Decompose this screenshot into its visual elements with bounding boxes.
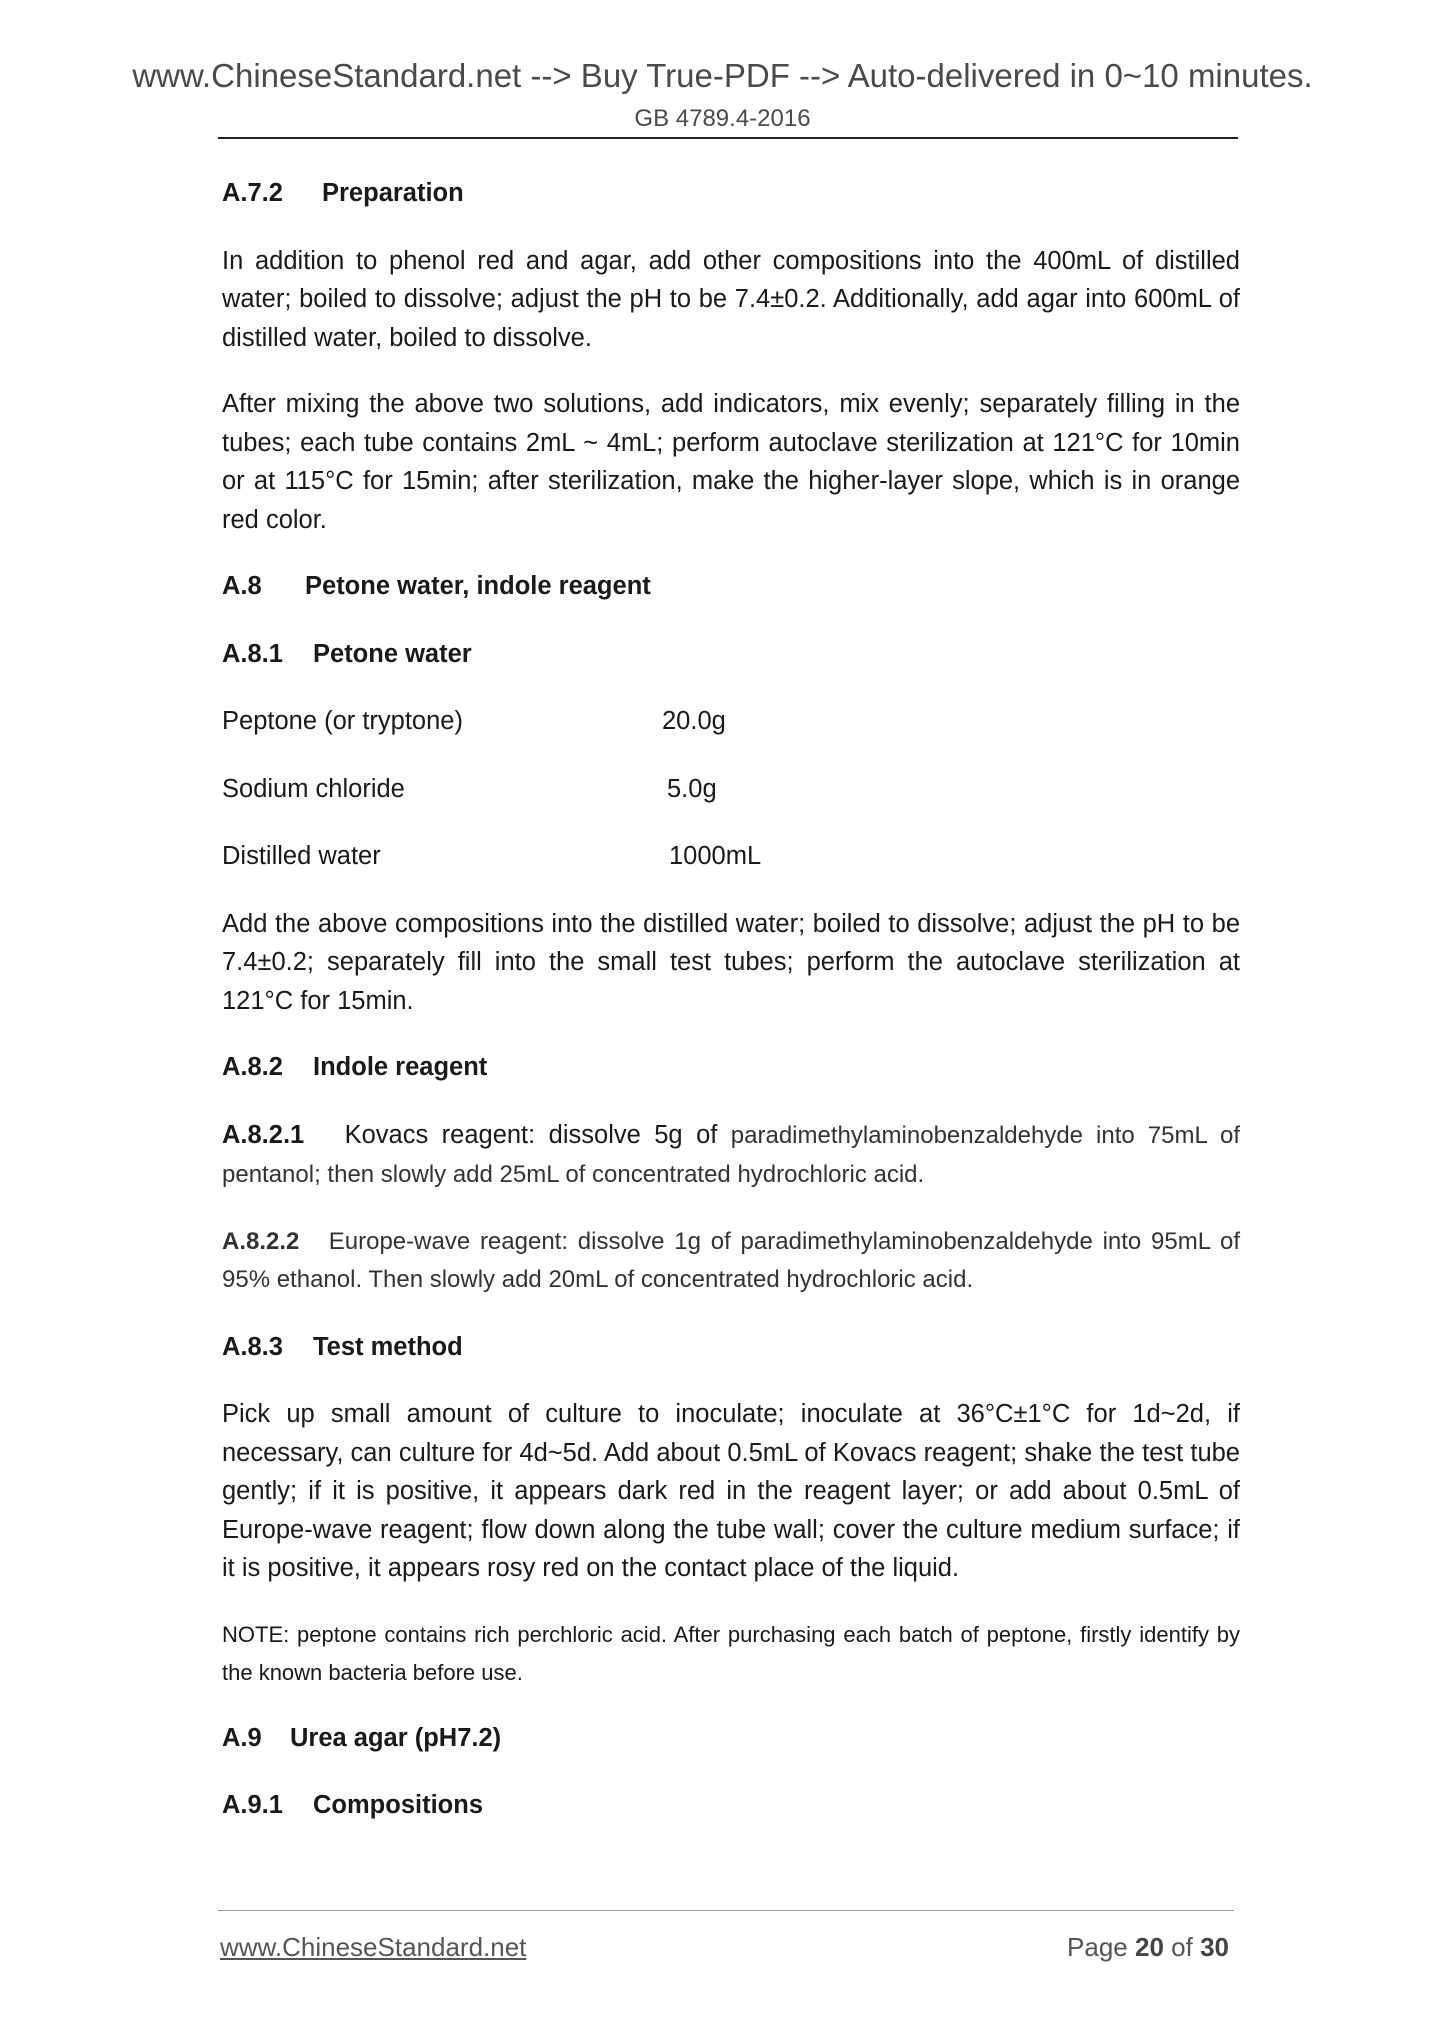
page-separator: of	[1171, 1932, 1193, 1962]
section-title: Compositions	[313, 1791, 483, 1819]
section-number: A.8.1	[222, 639, 283, 668]
footer-site-link[interactable]: www.ChineseStandard.net	[220, 1932, 527, 1962]
clause-a821	[222, 1116, 1240, 1195]
composition-name: Peptone (or tryptone)	[222, 707, 463, 735]
clause-text: paradimethylaminobenzaldehyde into 75mL of pentanol; then slowly add 25mL of concentrated hydrochloric acid.	[222, 1121, 1240, 1188]
section-heading-a82	[222, 1048, 1240, 1087]
section-number: A.7.2	[222, 179, 283, 207]
section-title: Indole reagent	[313, 1053, 488, 1081]
section-heading-a8	[222, 567, 1240, 606]
paragraph: Add the above compositions into the distilled water; boiled to dissolve; adjust the pH to be 7.4±0.2; separately fill into the small test tubes; perform the autoclave sterilization at 121°C for 15min.	[222, 909, 1240, 1015]
section-number: A.9.1	[222, 1791, 283, 1819]
section-heading-a83	[222, 1328, 1240, 1367]
composition-row	[222, 770, 1240, 809]
section-title: Petone water	[313, 639, 472, 668]
header-divider	[218, 137, 1238, 139]
clause-text: Europe-wave reagent: dissolve 1g of paradimethylaminobenzaldehyde into 95mL of 95% ethanol. Then slowly add 20mL of concentrated hydrochloric acid.	[222, 1227, 1240, 1293]
clause-lead: Kovacs reagent: dissolve 5g of	[344, 1120, 718, 1149]
composition-row	[222, 837, 1240, 876]
section-heading-a81	[222, 635, 1240, 674]
clause-number: A.8.2.1	[222, 1120, 305, 1149]
section-number: A.9	[222, 1723, 262, 1752]
composition-value: 20.0g	[662, 707, 726, 735]
document-number: GB 4789.4-2016	[634, 105, 811, 132]
section-title: Preparation	[322, 179, 464, 207]
page-content	[222, 174, 1240, 1854]
page-total: 30	[1200, 1932, 1229, 1962]
paragraph: Pick up small amount of culture to inoculate; inoculate at 36°C±1°C for 1d~2d, if necessary, can culture for 4d~5d. Add about 0.5mL of Kovacs reagent; shake the test tube gently; if it is positive, it appears dark red in the reagent layer; or add about 0.5mL of Europe-wave reagent; flow down along the tube wall; cover the culture medium surface; if it is positive, it appears rosy red on the contact place of the liquid.	[222, 1400, 1240, 1582]
paragraph: After mixing the above two solutions, add indicators, mix evenly; separately filling in the tubes; each tube contains 2mL ~ 4mL; perform autoclave sterilization at 121°C for 10min or at 115°C for 15min; after sterilization, make the higher-layer slope, which is in orange red color.	[222, 390, 1240, 534]
header-banner: www.ChineseStandard.net --> Buy True-PDF --> Auto-delivered in 0~10 minutes.	[132, 57, 1313, 94]
composition-name: Sodium chloride	[222, 774, 405, 803]
section-heading-a72	[222, 174, 1240, 213]
clause-number: A.8.2.2	[222, 1227, 300, 1255]
note: NOTE: peptone contains rich perchloric acid. After purchasing each batch of peptone, firstly identify by the known bacteria before use.	[222, 1621, 1240, 1685]
composition-value: 5.0g	[667, 774, 717, 803]
section-heading-a91	[222, 1786, 1240, 1825]
footer-divider	[218, 1910, 1234, 1911]
composition-name: Distilled water	[222, 842, 381, 870]
section-heading-a9	[222, 1719, 1240, 1758]
section-number: A.8.3	[222, 1332, 283, 1361]
section-title: Petone water, indole reagent	[305, 572, 651, 600]
section-number: A.8	[222, 572, 262, 600]
section-title: Urea agar (pH7.2)	[290, 1723, 502, 1752]
paragraph: In addition to phenol red and agar, add other compositions into the 400mL of distilled water; boiled to dissolve; adjust the pH to be 7.4±0.2. Additionally, add agar into 600mL of distilled water, boiled to dissolve.	[222, 246, 1240, 352]
composition-value: 1000mL	[669, 842, 762, 870]
section-title: Test method	[313, 1332, 463, 1361]
page-current: 20	[1135, 1932, 1164, 1962]
composition-row	[222, 702, 1240, 741]
section-number: A.8.2	[222, 1053, 283, 1081]
page-indicator	[1067, 1932, 1229, 1963]
page-prefix: Page	[1067, 1932, 1128, 1962]
clause-a822	[222, 1223, 1240, 1300]
